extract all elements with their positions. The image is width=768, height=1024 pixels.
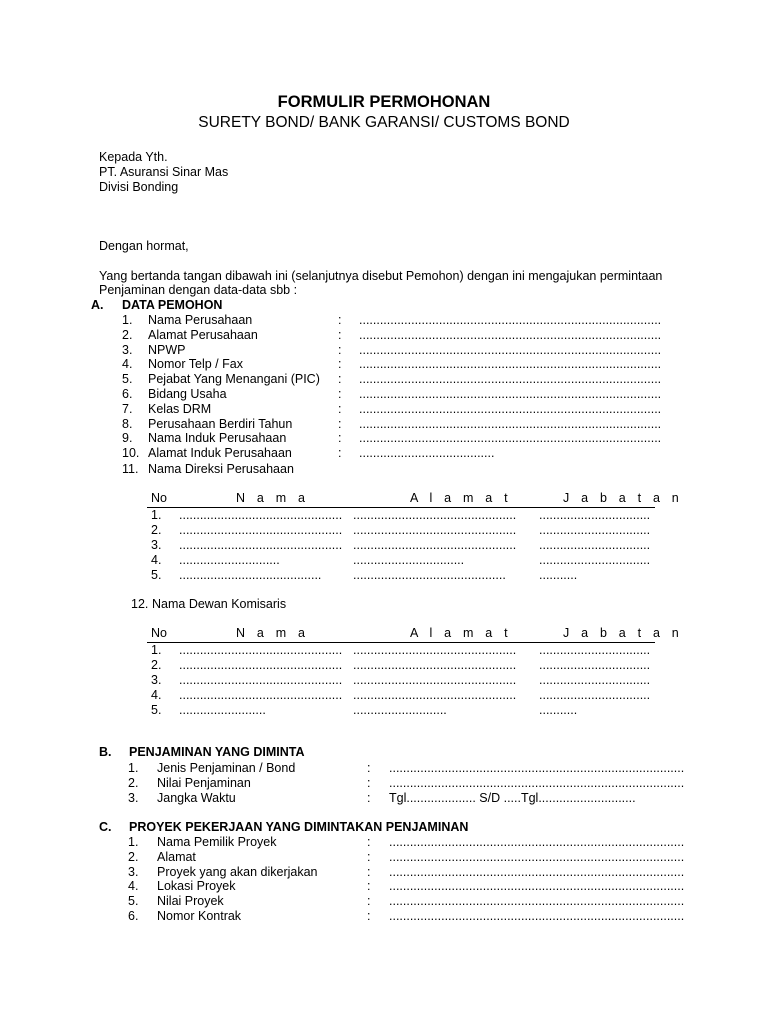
field-colon: :: [338, 431, 342, 446]
item-num: 12.: [131, 597, 149, 611]
field-label: Alamat Induk Perusahaan: [148, 446, 292, 461]
table-header: [147, 491, 683, 508]
address-line-2: PT. Asuransi Sinar Mas: [99, 165, 229, 179]
fill-in-field[interactable]: .......................................................................................: [359, 372, 662, 387]
cell-no: 5.: [151, 703, 162, 717]
cell-jabatan[interactable]: ................................: [539, 673, 651, 687]
col-header-alamat: A l a m a t: [410, 491, 512, 505]
fill-in-field[interactable]: .....................................................................................: [389, 835, 685, 849]
field-label: Bidang Usaha: [148, 387, 227, 401]
fill-in-field[interactable]: .......................................................................................: [359, 342, 662, 357]
field-colon: :: [338, 342, 342, 357]
field-colon: :: [367, 790, 371, 805]
field-colon: :: [367, 775, 371, 790]
fill-in-field[interactable]: Tgl.................... S/D .....Tgl............................: [389, 790, 636, 805]
field-label: Jangka Waktu: [157, 790, 236, 805]
field-label: Nomor Kontrak: [157, 909, 242, 923]
table-row: [147, 688, 655, 703]
section-c-letter: C.: [99, 820, 112, 834]
cell-no: 1.: [151, 508, 162, 522]
item-num: 1.: [122, 313, 133, 327]
field-colon: :: [338, 446, 342, 461]
fill-in-field[interactable]: .......................................................................................: [359, 387, 662, 401]
fill-in-field[interactable]: .....................................................................................: [389, 894, 685, 909]
address-line-3: Divisi Bonding: [99, 180, 179, 194]
fill-in-field[interactable]: .....................................................................................: [389, 775, 685, 790]
item-label-direksi: Nama Direksi Perusahaan: [148, 462, 294, 476]
section-b-title: PENJAMINAN YANG DIMINTA: [129, 745, 305, 759]
item-num: 6.: [122, 387, 133, 401]
col-header-jabatan: J a b a t a n: [563, 626, 683, 640]
cell-nama[interactable]: ...............................................: [179, 508, 343, 522]
field-label: Alamat Perusahaan: [148, 327, 258, 342]
fill-in-field[interactable]: .......................................................................................: [359, 357, 662, 372]
item-num: 9.: [122, 431, 133, 446]
cell-jabatan[interactable]: ................................: [539, 643, 651, 657]
cell-alamat[interactable]: ...............................................: [353, 523, 517, 537]
col-header-jabatan: J a b a t a n: [563, 491, 683, 505]
field-label: Jenis Penjaminan / Bond: [157, 761, 296, 775]
cell-no: 4.: [151, 553, 162, 567]
item-num: 11.: [122, 462, 139, 476]
section-a-letter: A.: [91, 298, 104, 312]
field-colon: :: [338, 372, 342, 387]
fill-in-field[interactable]: .......................................................................................: [359, 401, 662, 416]
cell-jabatan[interactable]: ................................: [539, 508, 651, 522]
fill-in-field[interactable]: .....................................................................................: [389, 909, 685, 923]
form-title: FORMULIR PERMOHONAN: [277, 93, 491, 111]
item-num: 3.: [128, 790, 139, 805]
item-num: 4.: [122, 357, 133, 372]
cell-nama[interactable]: .........................................: [179, 568, 322, 582]
field-colon: :: [367, 864, 371, 879]
fill-in-field[interactable]: .......................................................................................: [359, 313, 662, 327]
cell-no: 4.: [151, 688, 162, 702]
cell-alamat[interactable]: ...........................: [353, 703, 447, 717]
field-label: Kelas DRM: [148, 401, 212, 416]
item-num: 6.: [128, 909, 139, 923]
field-label: Alamat: [157, 849, 196, 864]
field-colon: :: [367, 909, 371, 923]
intro-line-1: Yang bertanda tangan dibawah ini (selanjutnya disebut Pemohon) dengan ini mengajukan permintaan: [99, 269, 663, 283]
komisaris-table: [147, 626, 683, 721]
cell-nama[interactable]: ...............................................: [179, 643, 343, 657]
field-colon: :: [338, 401, 342, 416]
field-colon: :: [367, 849, 371, 864]
col-header-nama: N a m a: [236, 626, 310, 640]
field-colon: :: [338, 313, 342, 327]
table-row: [147, 658, 655, 673]
field-label: Nilai Proyek: [157, 894, 224, 909]
cell-jabatan[interactable]: ................................: [539, 658, 651, 672]
field-colon: :: [367, 894, 371, 909]
item-num: 10.: [122, 446, 140, 461]
cell-jabatan[interactable]: ...........: [539, 568, 578, 582]
table-row: [147, 553, 655, 568]
item-label-komisaris: Nama Dewan Komisaris: [152, 597, 287, 611]
item-num: 3.: [122, 342, 133, 357]
field-label: Nama Perusahaan: [148, 313, 253, 327]
table-row: [147, 508, 655, 523]
field-label: Proyek yang akan dikerjakan: [157, 864, 318, 879]
field-label: Perusahaan Berdiri Tahun: [148, 416, 293, 431]
cell-no: 5.: [151, 568, 162, 582]
table-row: [147, 643, 655, 658]
address-line-1: Kepada Yth.: [99, 150, 168, 164]
field-label: Pejabat Yang Menangani (PIC): [148, 372, 320, 387]
item-num: 5.: [122, 372, 133, 387]
item-num: 2.: [128, 775, 139, 790]
cell-alamat[interactable]: ...............................................: [353, 673, 517, 687]
cell-nama[interactable]: ...............................................: [179, 523, 343, 537]
cell-jabatan[interactable]: ................................: [539, 688, 651, 702]
section-b-letter: B.: [99, 745, 112, 759]
table-row: [147, 538, 655, 553]
item-num: 2.: [122, 327, 133, 342]
item-num: 8.: [122, 416, 133, 431]
direksi-table: [147, 491, 683, 586]
cell-alamat[interactable]: ...............................................: [353, 688, 517, 702]
fill-in-field[interactable]: .......................................: [359, 446, 495, 461]
cell-alamat[interactable]: ...............................................: [353, 508, 517, 522]
item-num: 3.: [128, 864, 139, 879]
table-row: [147, 673, 655, 688]
cell-alamat[interactable]: ............................................: [353, 568, 506, 582]
fill-in-field[interactable]: .....................................................................................: [389, 849, 685, 864]
col-header-alamat: A l a m a t: [410, 626, 512, 640]
col-header-nama: N a m a: [236, 491, 310, 505]
cell-nama[interactable]: .............................: [179, 553, 280, 567]
col-header-no: No: [151, 491, 167, 505]
field-label: NPWP: [148, 342, 186, 357]
cell-nama[interactable]: ...............................................: [179, 673, 343, 687]
item-num: 4.: [128, 879, 139, 894]
fill-in-field[interactable]: .......................................................................................: [359, 431, 662, 446]
cell-alamat[interactable]: ...............................................: [353, 538, 517, 552]
cell-jabatan[interactable]: ................................: [539, 553, 651, 567]
table-row: [147, 703, 655, 718]
table-header: [147, 626, 683, 643]
cell-no: 2.: [151, 523, 162, 537]
item-num: 2.: [128, 849, 139, 864]
field-colon: :: [338, 387, 342, 401]
section-c-title: PROYEK PEKERJAAN YANG DIMINTAKAN PENJAMINAN: [129, 820, 469, 834]
cell-no: 2.: [151, 658, 162, 672]
item-num: 5.: [128, 894, 139, 909]
field-label: Nama Pemilik Proyek: [157, 835, 277, 849]
cell-alamat[interactable]: ...............................................: [353, 643, 517, 657]
field-colon: :: [338, 357, 342, 372]
greeting: Dengan hormat,: [99, 239, 189, 253]
field-label: Lokasi Proyek: [157, 879, 236, 894]
cell-no: 3.: [151, 673, 162, 687]
field-label: Nilai Penjaminan: [157, 775, 251, 790]
field-colon: :: [338, 416, 342, 431]
cell-nama[interactable]: ...............................................: [179, 688, 343, 702]
col-header-no: No: [151, 626, 167, 640]
field-label: Nomor Telp / Fax: [148, 357, 243, 372]
field-colon: :: [367, 835, 371, 849]
cell-alamat[interactable]: ................................: [353, 553, 465, 567]
intro-line-2: Penjaminan dengan data-data sbb :: [99, 283, 298, 297]
fill-in-field[interactable]: .......................................................................................: [359, 327, 662, 342]
form-subtitle: SURETY BOND/ BANK GARANSI/ CUSTOMS BOND: [198, 114, 570, 131]
field-colon: :: [367, 761, 371, 775]
cell-alamat[interactable]: ...............................................: [353, 658, 517, 672]
cell-no: 1.: [151, 643, 162, 657]
cell-nama[interactable]: ...............................................: [179, 538, 343, 552]
table-row: [147, 568, 655, 583]
item-num: 7.: [122, 401, 133, 416]
item-num: 1.: [128, 761, 139, 775]
cell-nama[interactable]: ...............................................: [179, 658, 343, 672]
cell-jabatan[interactable]: ................................: [539, 523, 651, 537]
cell-nama[interactable]: .........................: [179, 703, 266, 717]
fill-in-field[interactable]: .....................................................................................: [389, 864, 685, 879]
fill-in-field[interactable]: .....................................................................................: [389, 879, 685, 894]
cell-jabatan[interactable]: ................................: [539, 538, 651, 552]
item-num: 1.: [128, 835, 139, 849]
section-a-title: DATA PEMOHON: [122, 298, 223, 312]
cell-no: 3.: [151, 538, 162, 552]
field-label: Nama Induk Perusahaan: [148, 431, 287, 446]
fill-in-field[interactable]: .......................................................................................: [359, 416, 662, 431]
fill-in-field[interactable]: .....................................................................................: [389, 761, 685, 775]
field-colon: :: [367, 879, 371, 894]
field-colon: :: [338, 327, 342, 342]
table-row: [147, 523, 655, 538]
cell-jabatan[interactable]: ...........: [539, 703, 578, 717]
